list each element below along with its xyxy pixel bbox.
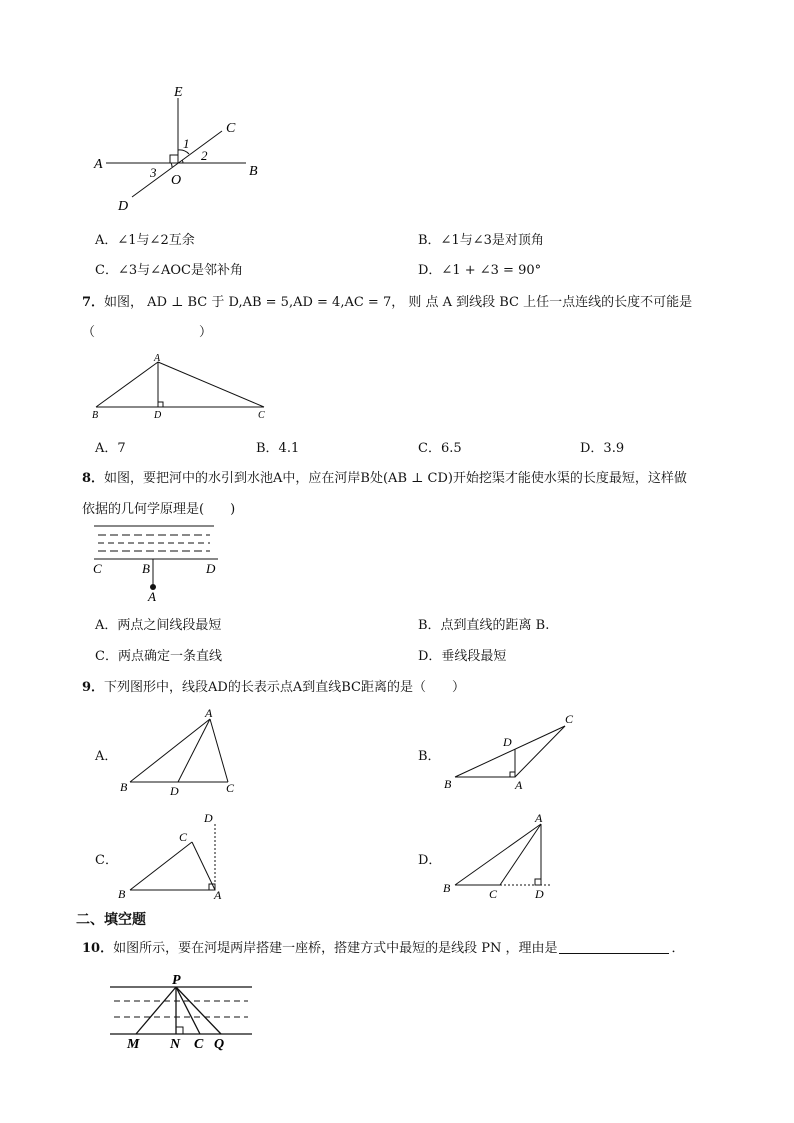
q7-option-b[interactable]: B．4.1 (256, 441, 300, 456)
q9c-label-C: C (179, 830, 188, 844)
q8-option-c[interactable]: C．两点确定一条直线 (95, 649, 222, 664)
q9b-label-A: A (515, 778, 523, 792)
label-B: B (249, 164, 258, 179)
label-1: 1 (183, 136, 190, 151)
q9d-label-B: B (443, 881, 451, 895)
label-E: E (174, 85, 183, 100)
q8-label-A: A (148, 589, 156, 604)
q8-option-b[interactable]: B．点到直线的距离 B. (418, 618, 550, 633)
q7-option-a[interactable]: A．7 (95, 441, 126, 456)
q9-option-a[interactable]: A． (95, 749, 118, 764)
q8-label-B: B (142, 561, 150, 576)
q10-label-Q: Q (214, 1037, 225, 1052)
label-3: 3 (150, 165, 157, 180)
q10-label-N: N (170, 1037, 181, 1052)
q9a-label-B: B (120, 780, 128, 794)
label-2: 2 (201, 148, 208, 163)
q10-text: 如图所示，要在河堤两岸搭建一座桥，搭建方式中最短的是线段 PN ，理由是 (113, 941, 558, 956)
q6-option-c[interactable]: C．∠3与∠AOC是邻补角 (95, 263, 243, 278)
q8-option-d[interactable]: D．垂线段最短 (418, 649, 507, 664)
label-C: C (226, 121, 236, 136)
q8-number: 8． (82, 471, 105, 486)
q9a-label-D: D (170, 784, 179, 798)
q9-option-b[interactable]: B． (418, 749, 441, 764)
q7-number: 7． (82, 295, 105, 310)
label-O: O (171, 173, 182, 188)
q8-option-a[interactable]: A．两点之间线段最短 (95, 618, 222, 633)
q6-option-d[interactable]: D．∠1 + ∠3 = 90° (418, 263, 542, 278)
q9-number: 9． (82, 680, 105, 695)
q7-label-B: B (92, 410, 99, 421)
q10-label-M: M (127, 1037, 140, 1052)
q9a-label-C: C (226, 781, 235, 795)
q8-stem-line2: 依据的几何学原理是( ) (82, 502, 236, 517)
q6-option-a[interactable]: A．∠1与∠2互余 (95, 233, 195, 248)
label-D: D (118, 199, 129, 214)
q7-option-c[interactable]: C．6.5 (418, 441, 462, 456)
q10-end: ． (671, 941, 685, 956)
q8-label-D: D (206, 561, 216, 576)
q9b-label-B: B (444, 777, 452, 791)
q9d-label-A: A (535, 811, 543, 825)
q8-text: 如图，要把河中的水引到水池A中，应在河岸B处(AB ⊥ CD)开始挖渠才能使水渠的长度最短，这样做 (104, 471, 687, 486)
q9d-label-D: D (535, 887, 544, 901)
q9-option-c[interactable]: C． (95, 853, 118, 868)
q9d-label-C: C (489, 887, 498, 901)
q10-label-C: C (194, 1037, 204, 1052)
q7-text: 如图， AD ⊥ BC 于 D,AB = 5,AD = 4,AC = 7， 则 点 A 到线段 BC 上任一点连线的长度不可能是 (104, 295, 693, 310)
q10-number: 10． (82, 941, 114, 956)
q6-option-b[interactable]: B．∠1与∠3是对顶角 (418, 233, 544, 248)
section-title-fill-in: 二、填空题 (76, 912, 146, 928)
q7-label-A: A (154, 353, 161, 364)
q9c-label-B: B (118, 887, 126, 901)
label-A: A (94, 157, 103, 172)
q7-paren: （ ） (82, 325, 213, 340)
q9c-label-D: D (204, 811, 213, 825)
q9-text: 下列图形中，线段AD的长表示点A到直线BC距离的是（ ） (104, 680, 465, 695)
q7-label-C: C (258, 410, 265, 421)
q9b-label-D: D (503, 735, 512, 749)
q10-label-P: P (172, 973, 181, 988)
q8-label-C: C (93, 561, 102, 576)
q9b-label-C: C (565, 712, 574, 726)
q7-label-D: D (154, 410, 162, 421)
q9c-label-A: A (214, 888, 222, 902)
q7-option-d[interactable]: D．3.9 (580, 441, 625, 456)
q9a-label-A: A (205, 706, 213, 720)
q9-option-d[interactable]: D． (418, 853, 442, 868)
